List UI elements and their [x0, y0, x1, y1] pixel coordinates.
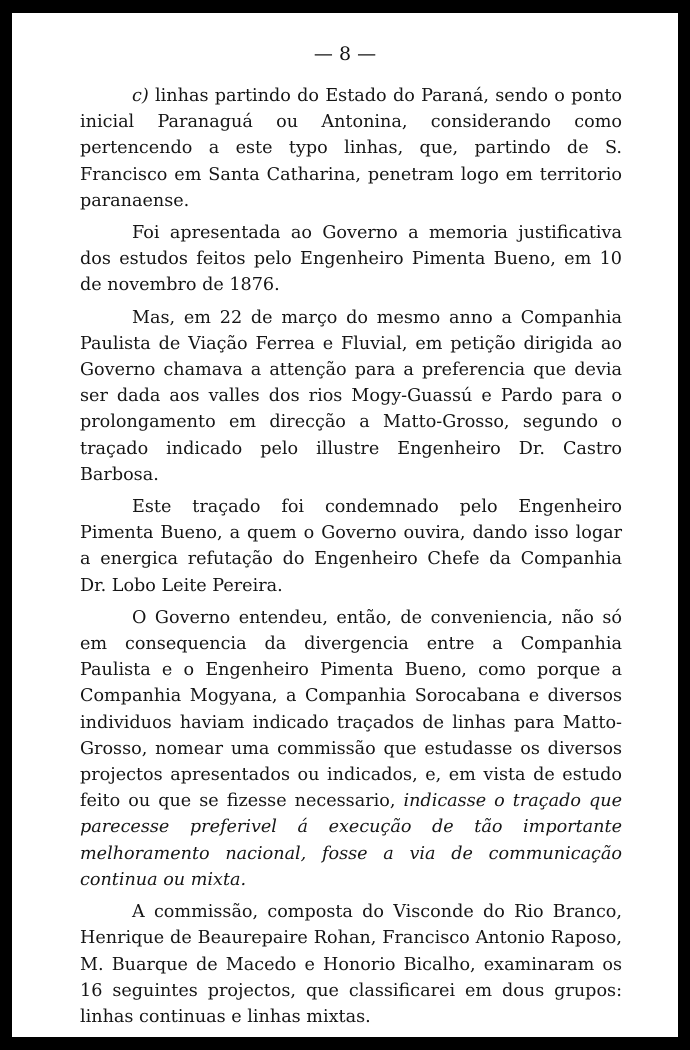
- page-number: — 8 —: [313, 43, 377, 65]
- paragraph-2: Foi apresentada ao Governo a memoria justificativa dos estudos feitos pelo Engenheiro Pimenta Bueno, em 10 de novembro de 1876.: [80, 223, 622, 296]
- paragraph-6: A commissão, composta do Visconde do Rio Branco, Henrique de Beaurepaire Rohan, Francisco Antonio Raposo, M. Buarque de Macedo e Honorio Bicalho, examinaram os 16 seguintes projectos, que classificarei em dous grupos: linhas continuas e linhas mixtas.: [80, 902, 622, 1027]
- paragraph-5-italic: indicasse o traçado que parecesse preferivel á execução de tão importante melhoramento nacional, fosse a via de communicação continua ou mixta.: [80, 791, 622, 890]
- paragraph-5: [80, 605, 622, 893]
- document-page: [12, 13, 678, 1037]
- paragraph-1: [80, 83, 622, 214]
- list-marker: c): [132, 86, 149, 106]
- paragraph-3: Mas, em 22 de março do mesmo anno a Companhia Paulista de Viação Ferrea e Fluvial, em petição dirigida ao Governo chamava a attenção para a preferencia que devia ser dada aos valles dos rios Mogy-Guassú e Pardo para o prolongamento em direcção a Matto-Grosso, segundo o traçado indicado pelo illustre Engenheiro Dr. Castro Barbosa.: [80, 307, 622, 485]
- paragraph-1-text: linhas partindo do Estado do Paraná, sendo o ponto inicial Paranaguá ou Antonina, considerando como pertencendo a este typo linhas, que, partindo de S. Francisco em Santa Catharina, penetram logo em territorio paranaense.: [80, 86, 622, 211]
- paragraph-5-text: O Governo entendeu, então, de conveniencia, não só em consequencia da divergencia entre a Companhia Paulista e o Engenheiro Pimenta Bueno, como porque a Companhia Mogyana, a Companhia Sorocabana e diversos individuos haviam indicado traçados de linhas para Matto-Grosso, nomear uma commissão que estudasse os diversos projectos apresentados ou indicados, e, em vista de estudo feito ou que se fizesse necessario,: [80, 607, 622, 812]
- body-text: [80, 83, 622, 1030]
- paragraph-4: Este traçado foi condemnado pelo Engenheiro Pimenta Bueno, a quem o Governo ouvira, dando isso logar a energica refutação do Engenheiro Chefe da Companhia Dr. Lobo Leite Pereira.: [80, 497, 622, 596]
